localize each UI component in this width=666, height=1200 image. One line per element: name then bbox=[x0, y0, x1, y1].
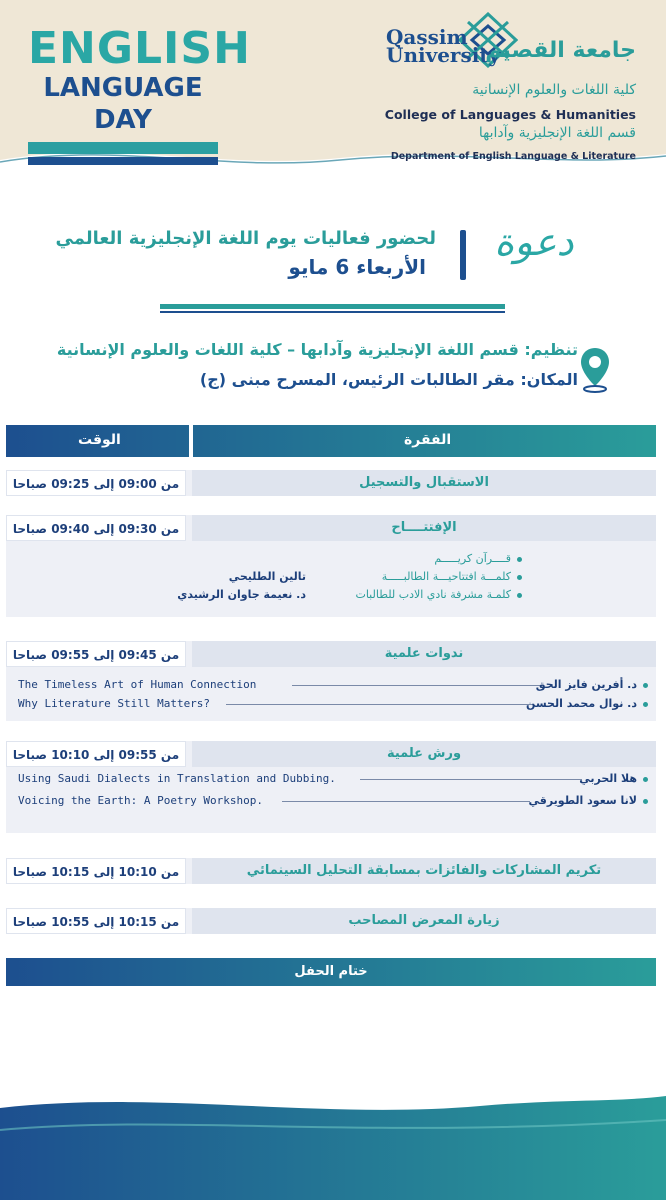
row-time: من 09:00 إلى 09:25 صباحا bbox=[6, 470, 186, 496]
item-label: كلمـــة افتتاحيـــة الطالبـــــة bbox=[381, 570, 511, 583]
speaker-name: د. نعيمة جاوان الرشيدي bbox=[177, 588, 306, 601]
invitation-word: دعوة bbox=[494, 220, 574, 264]
column-header-time: الوقت bbox=[78, 432, 121, 448]
row-time: من 09:55 إلى 10:10 صباحا bbox=[6, 741, 186, 767]
bullet-icon bbox=[643, 683, 648, 688]
leader-line bbox=[282, 801, 530, 802]
list-item bbox=[434, 552, 522, 565]
event-title-line1: ENGLISH bbox=[28, 23, 251, 74]
bullet-icon bbox=[517, 593, 522, 598]
talk-topic: The Timeless Art of Human Connection bbox=[18, 678, 257, 691]
row-time: من 10:15 إلى 10:55 صباحا bbox=[6, 908, 186, 934]
event-logo-bar bbox=[28, 142, 218, 154]
event-logo-bar2 bbox=[28, 157, 218, 165]
bullet-icon bbox=[643, 777, 648, 782]
list-item bbox=[382, 570, 522, 583]
event-title-line2: LANGUAGE DAY bbox=[43, 73, 203, 135]
row-time: من 09:30 إلى 09:40 صباحا bbox=[6, 515, 186, 541]
header-divider bbox=[189, 425, 193, 457]
row-title: تكريم المشاركات والفائزات بمسابقة التحليل السينمائي bbox=[192, 858, 656, 884]
workshop-topic: Using Saudi Dialects in Translation and Dubbing. bbox=[18, 772, 336, 785]
leader-line bbox=[292, 685, 542, 686]
column-header-item: الفقرة bbox=[404, 432, 452, 448]
venue-text: المكان: مقر الطالبات الرئيس، المسرح مبنى (ج) bbox=[199, 370, 578, 389]
row-time: من 09:45 إلى 09:55 صباحا bbox=[6, 641, 186, 667]
workshop-topic: Voicing the Earth: A Poetry Workshop. bbox=[18, 794, 264, 807]
organizer-text: تنظيم: قسم اللغة الإنجليزية وآدابها – كلية اللغات والعلوم الإنسانية bbox=[56, 340, 578, 359]
speaker-item bbox=[526, 697, 648, 710]
event-logo bbox=[28, 23, 251, 165]
leader-line bbox=[226, 704, 534, 705]
list-item bbox=[355, 588, 522, 601]
location-pin-icon bbox=[578, 346, 612, 394]
separator-line-thin bbox=[160, 311, 505, 313]
row-title: ورش علمية bbox=[192, 741, 656, 767]
bullet-icon bbox=[643, 799, 648, 804]
leader-line bbox=[360, 779, 582, 780]
row-title: الاستقبال والتسجيل bbox=[192, 470, 656, 496]
invitation-divider bbox=[460, 230, 466, 280]
invitation-line1: لحضور فعاليات يوم اللغة الإنجليزية العالمي bbox=[55, 228, 436, 249]
separator-line bbox=[160, 304, 505, 309]
university-name-en-line2: University bbox=[386, 43, 501, 67]
speaker-item bbox=[579, 772, 648, 785]
row-title: الإفتتــــاح bbox=[192, 515, 656, 541]
schedule-table-header bbox=[6, 425, 656, 457]
closing-bar: ختام الحفل bbox=[6, 958, 656, 986]
university-name-en-line1: Qassim bbox=[386, 25, 468, 49]
speaker-name: د. أفرين فايز الحق bbox=[535, 678, 637, 691]
row-time: من 10:10 إلى 10:15 صباحا bbox=[6, 858, 186, 884]
speaker-name: هلا الحربي bbox=[579, 772, 637, 785]
row-title: ندوات علمية bbox=[192, 641, 656, 667]
bullet-icon bbox=[517, 575, 522, 580]
university-name-ar: جامعة القصيم bbox=[485, 38, 636, 63]
footer-wave-decoration bbox=[0, 1090, 666, 1200]
row-title: زيارة المعرض المصاحب bbox=[192, 908, 656, 934]
talk-topic: Why Literature Still Matters? bbox=[18, 697, 211, 710]
speaker-item bbox=[536, 678, 648, 691]
department-name-en: Department of English Language & Literature bbox=[390, 151, 636, 162]
university-name-en bbox=[386, 25, 501, 67]
item-label: كلمـة مشرفة نادي الادب للطالبات bbox=[355, 588, 511, 601]
bullet-icon bbox=[643, 702, 648, 707]
invitation-date: الأربعاء 6 مايو bbox=[288, 255, 426, 279]
college-name-en: College of Languages & Humanities bbox=[384, 107, 636, 122]
speaker-item bbox=[529, 794, 649, 807]
college-name-ar: كلية اللغات والعلوم الإنسانية bbox=[472, 82, 636, 98]
department-name-ar: قسم اللغة الإنجليزية وآدابها bbox=[478, 125, 636, 141]
header-banner bbox=[0, 0, 666, 168]
speaker-name: لانا سعود الطويرقي bbox=[528, 794, 637, 807]
speaker-name: تالين الطليحي bbox=[228, 570, 306, 583]
bullet-icon bbox=[517, 557, 522, 562]
item-label: قــــرآن كريـــــم bbox=[434, 552, 511, 565]
speaker-name: د. نوال محمد الحسن bbox=[525, 697, 637, 710]
university-branding bbox=[386, 12, 636, 168]
